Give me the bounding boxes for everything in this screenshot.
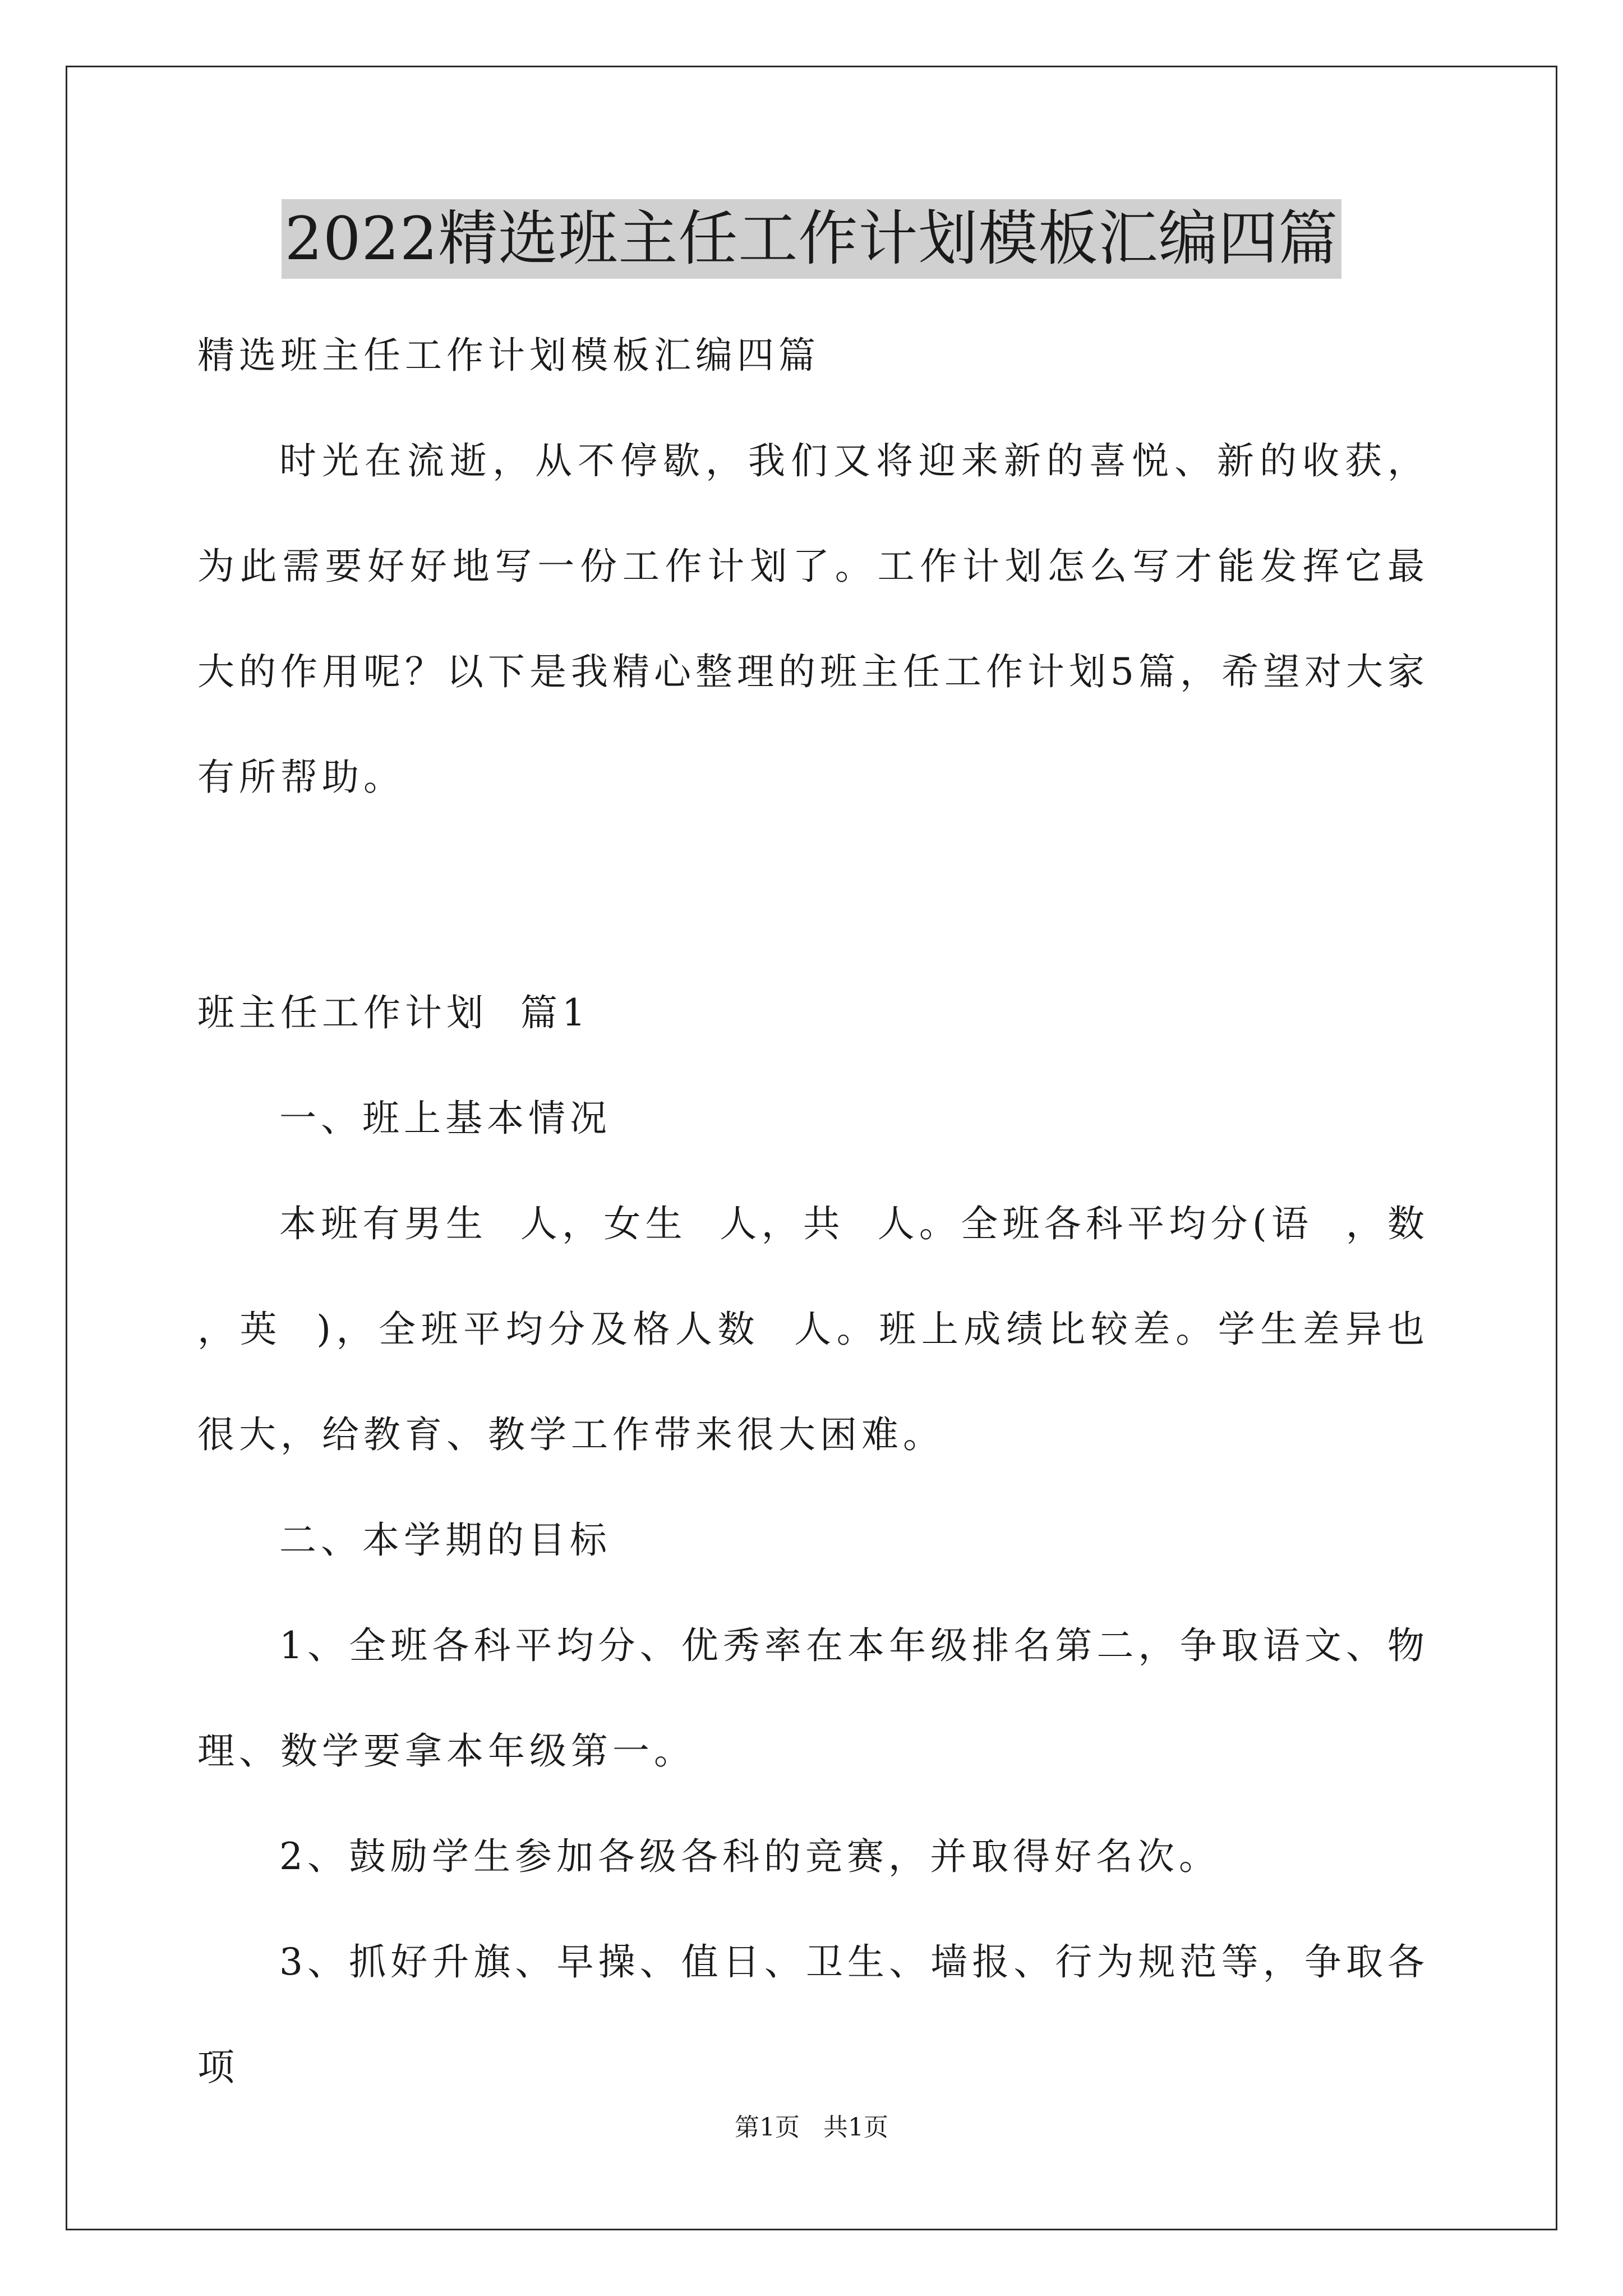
paragraph: 本班有男生 人，女生 人，共 人。全班各科平均分(语 ，数 ，英 )，全班平均分及格人数 人。班上成绩比较差。学生差异也很大，给教育、教学工作带来很大困难。: [197, 1202, 1461, 1456]
document-title: 2022精选班主任工作计划模板汇编四篇: [282, 199, 1342, 279]
plan-section-1: [197, 960, 1461, 2120]
paragraph: 3、抓好升旗、早操、值日、卫生、墙报、行为规范等，争取各项: [197, 1940, 1429, 2089]
paragraph: 时光在流逝，从不停歇，我们又将迎来新的喜悦、新的收获，为此需要好好地写一份工作计划了。工作计划怎么写才能发挥它最大的作用呢？以下是我精心整理的班主任工作计划5篇，希望对大家有所帮助。: [197, 439, 1429, 799]
intro-section: [197, 303, 1429, 830]
paragraph: 精选班主任工作计划模板汇编四篇: [197, 334, 820, 377]
paragraph: 二、本学期的目标: [279, 1519, 611, 1562]
paragraph: 一、班上基本情况: [279, 1097, 611, 1140]
paragraph: 班主任工作计划 篇1: [197, 991, 590, 1034]
title-container: [0, 199, 1623, 279]
paragraph: 1、全班各科平均分、优秀率在本年级排名第二，争取语文、物理、数学要拿本年级第一。: [197, 1624, 1429, 1773]
paragraph: 2、鼓励学生参加各级各科的竞赛，并取得好名次。: [279, 1835, 1220, 1878]
page-footer: 第1页 共1页: [735, 2113, 888, 2142]
